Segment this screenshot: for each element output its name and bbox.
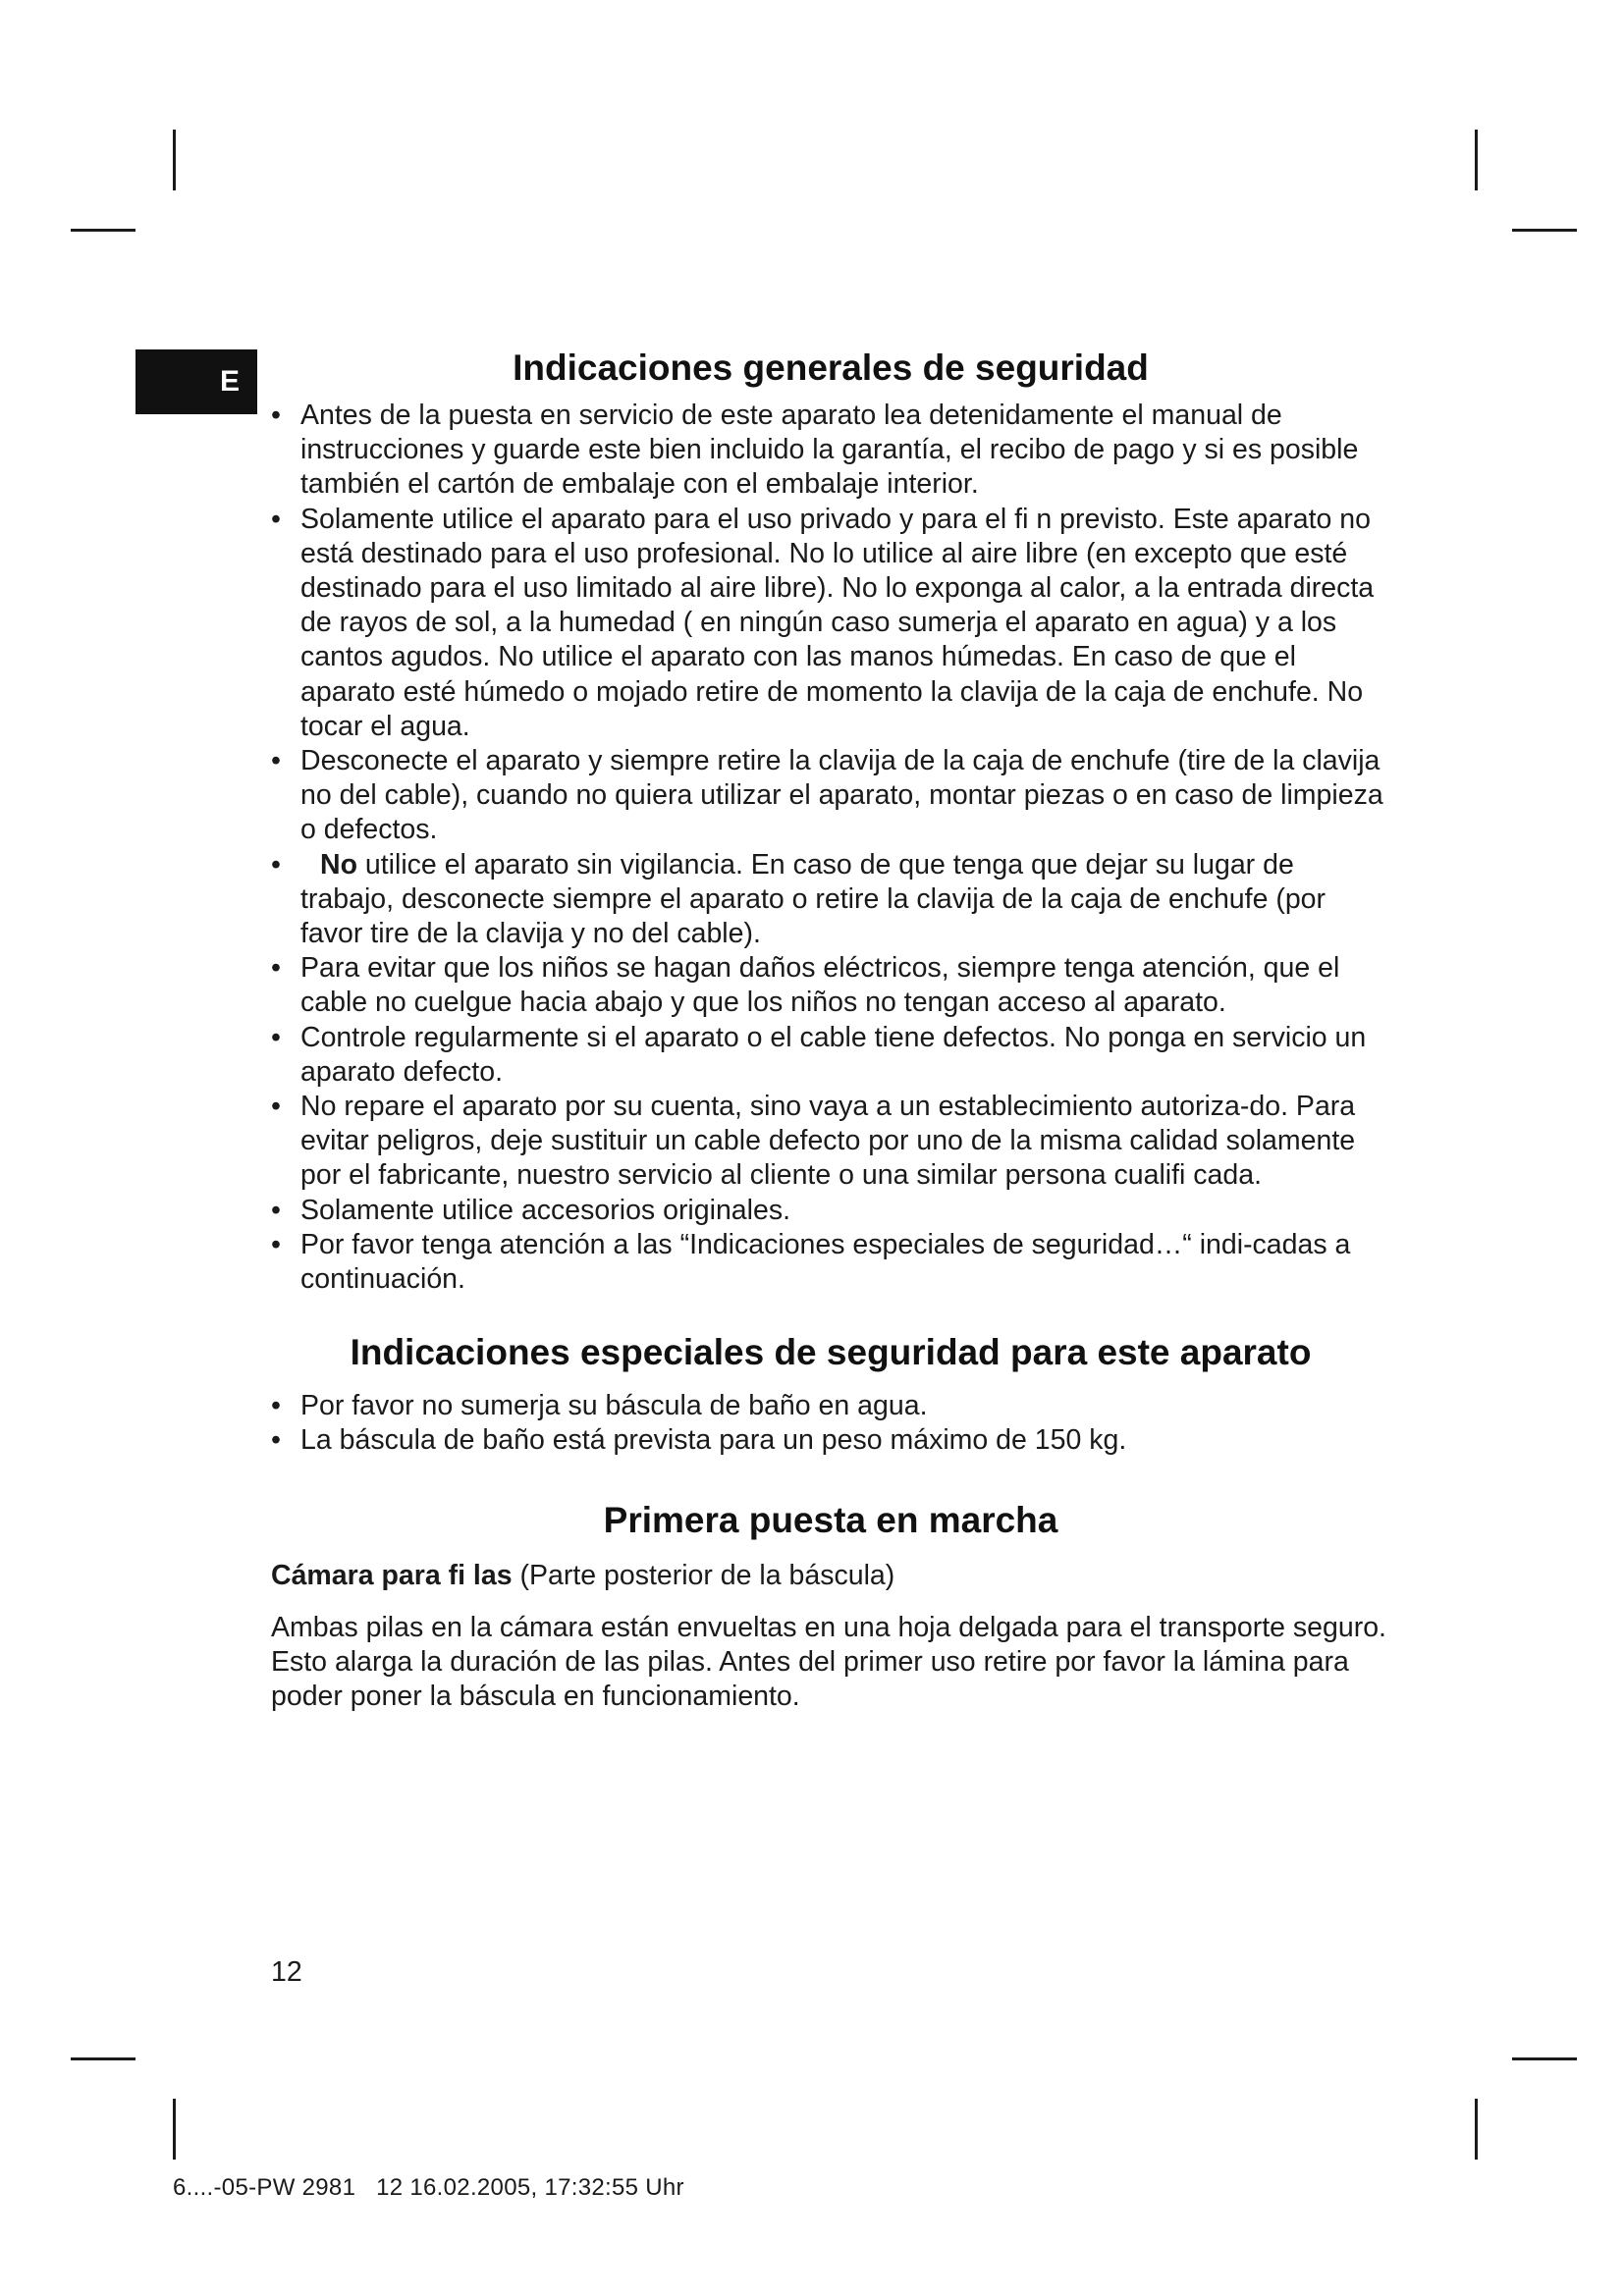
list-item-text: Antes de la puesta en servicio de este aparato lea detenidamente el manual de instrucciones y guarde este bien incluido la garantía, el recibo de pago y si es posible también el cartón de embalaje con el embalaje interior. <box>300 400 1359 501</box>
general-safety-list <box>271 399 1390 1297</box>
list-item-text: Desconecte el aparato y siempre retire la clavija de la caja de enchufe (tire de la clavija no del cable), cuando no quiera utilizar el aparato, montar piezas o en caso de limpieza o defectos. <box>300 745 1383 846</box>
bullet-icon: • <box>271 1424 281 1457</box>
battery-compartment-heading <box>271 1559 1390 1593</box>
section-title-first-start: Primera puesta en marcha <box>603 1499 1058 1540</box>
bullet-icon: • <box>271 952 281 985</box>
bullet-icon: • <box>271 745 281 777</box>
list-item <box>271 848 1390 952</box>
list-item <box>271 1228 1390 1297</box>
page-number: 12 <box>271 1956 302 1988</box>
crop-mark-top-left-horizontal <box>71 229 135 232</box>
list-item <box>271 951 1390 1020</box>
bullet-icon: • <box>271 848 281 881</box>
crop-mark-top-right-vertical <box>1475 130 1478 190</box>
bullet-icon: • <box>271 1390 281 1422</box>
crop-mark-bottom-left-horizontal <box>71 2057 135 2060</box>
list-item-text: Solamente utilice accesorios originales. <box>300 1194 791 1226</box>
list-item-text: utilice el aparato sin vigilancia. En caso de que tenga que dejar su lugar de trabajo, desconecte siempre el aparato o retire la clavija de la caja de enchufe (por favor tire de la clavija y no del cable). <box>300 848 1326 950</box>
page-content <box>271 338 1390 1715</box>
list-item <box>271 1389 1390 1423</box>
bullet-icon: • <box>271 1021 281 1053</box>
list-item <box>271 1090 1390 1194</box>
section-title-general-safety: Indicaciones generales de seguridad <box>513 347 1149 388</box>
crop-mark-bottom-left-vertical <box>173 2099 176 2160</box>
battery-compartment-body: Ambas pilas en la cámara están envueltas en una hoja delgada para el transporte seguro. Esto alarga la duración de las pilas. Antes del primer uso retire por favor la lámina para poder poner la báscula en funcionamiento. <box>271 1611 1386 1713</box>
list-item-text: Para evitar que los niños se hagan daños eléctricos, siempre tenga atención, que el cable no cuelgue hacia abajo y que los niños no tengan acceso al aparato. <box>300 952 1340 1019</box>
list-item <box>271 1423 1390 1458</box>
list-item-text: Solamente utilice el aparato para el uso privado y para el fi n previsto. Este aparato no está destinado para el uso profesional. No lo utilice al aire libre (en excepto que esté destinado para el uso limitado al aire libre). No lo exponga al calor, a la entrada directa de rayos de sol, a la humedad ( en ningún caso sumerja el aparato en agua) y a los cantos agudos. No utilice el aparato con las manos húmedas. En caso de que el aparato esté húmedo o mojado retire de momento la clavija de la caja de enchufe. No tocar el agua. <box>300 503 1375 742</box>
special-safety-list <box>271 1389 1390 1458</box>
crop-mark-bottom-right-horizontal <box>1512 2057 1577 2060</box>
list-item-bold-text: No <box>320 848 357 881</box>
list-item <box>271 1194 1390 1228</box>
crop-mark-bottom-right-vertical <box>1475 2099 1478 2160</box>
language-tab: E <box>135 349 257 414</box>
list-item-text: La báscula de baño está prevista para un peso máximo de 150 kg. <box>300 1424 1127 1457</box>
list-item-text: Por favor tenga atención a las “Indicaciones especiales de seguridad…“ indi-cadas a continuación. <box>300 1228 1351 1296</box>
list-item <box>271 744 1390 848</box>
bullet-icon: • <box>271 1194 281 1226</box>
list-item <box>271 399 1390 503</box>
print-footer: 6....-05-PW 2981 12 16.02.2005, 17:32:55 Uhr <box>173 2174 684 2201</box>
list-item-text: Por favor no sumerja su báscula de baño en agua. <box>300 1390 928 1422</box>
list-item-text: No repare el aparato por su cuenta, sino vaya a un establecimiento autoriza-do. Para evitar peligros, deje sustituir un cable defecto por uno de la misma calidad solamente por el fabricante, nuestro servicio al cliente o una similar persona cualifi cada. <box>300 1091 1356 1192</box>
battery-compartment-bold: Cámara para fi las <box>271 1559 513 1591</box>
bullet-icon: • <box>271 1091 281 1123</box>
bullet-icon: • <box>271 503 281 535</box>
bullet-icon: • <box>271 400 281 431</box>
list-item <box>271 1021 1390 1090</box>
bullet-icon: • <box>271 1228 281 1260</box>
section-title-special-safety: Indicaciones especiales de seguridad para este aparato <box>350 1332 1312 1373</box>
battery-compartment-note: (Parte posterior de la báscula) <box>512 1559 895 1591</box>
crop-mark-top-right-horizontal <box>1512 229 1577 232</box>
list-item-text: Controle regularmente si el aparato o el cable tiene defectos. No ponga en servicio un aparato defecto. <box>300 1021 1367 1088</box>
list-item <box>271 503 1390 744</box>
crop-mark-top-left-vertical <box>173 130 176 190</box>
